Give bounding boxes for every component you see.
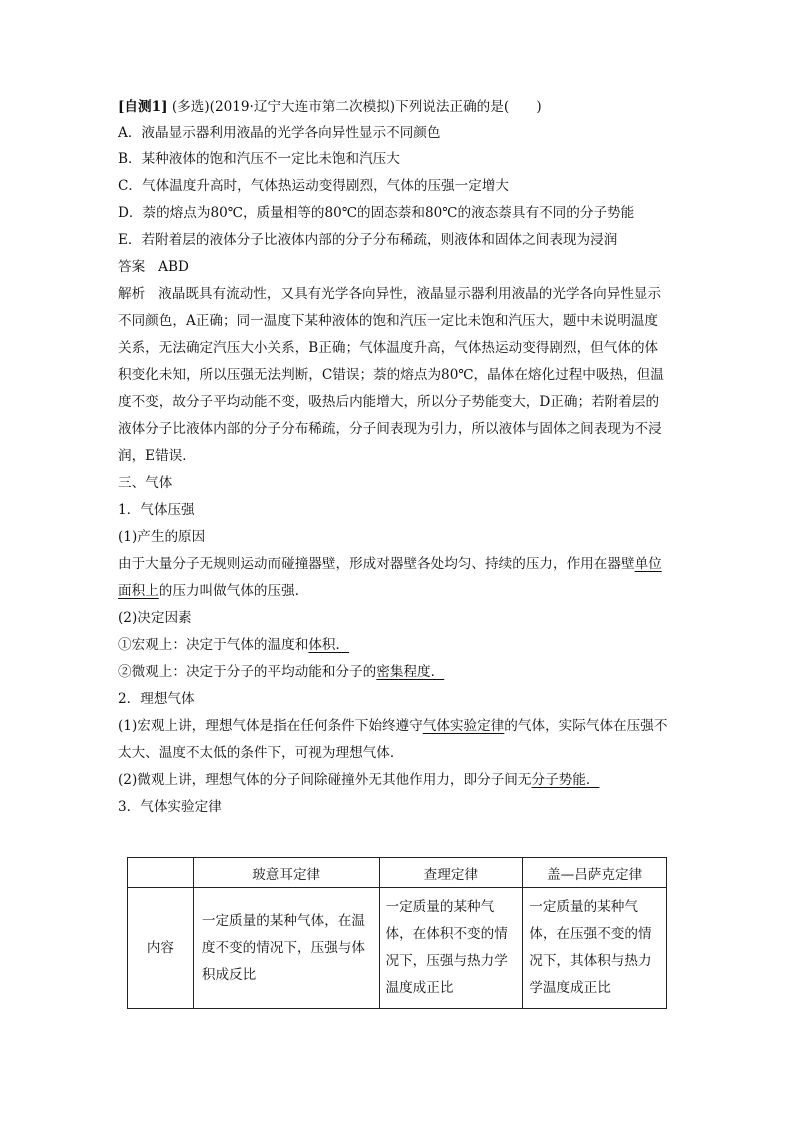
sub1-p1-title: (1)产生的原因 — [118, 529, 206, 545]
underlined-blank: 分子势能． — [531, 772, 600, 788]
option-c: C．气体温度升高时，气体热运动变得剧烈，气体的压强一定增大 — [118, 178, 510, 194]
underlined-blank: 单位 — [634, 556, 662, 572]
option-a: A．液晶显示器利用液晶的光学各向异性显示不同颜色 — [118, 125, 441, 141]
underlined-blank: 体积． — [308, 637, 350, 653]
table-cell-gay-lussac: 一定质量的某种气体，在压强不变的情况下，其体积与热力学温度成正比 — [523, 888, 667, 1009]
answer-line — [118, 257, 189, 277]
analysis-line: 润，E错误． — [118, 448, 196, 464]
sub2-title: 2．理想气体 — [118, 691, 195, 707]
option-b: B．某种液体的饱和汽压不一定比未饱和汽压大 — [118, 151, 400, 167]
sub2-line3 — [118, 770, 599, 790]
text: (1)宏观上讲，理想气体是指在任何条件下始终遵守 — [118, 718, 423, 734]
question-stem-line — [118, 97, 542, 117]
sub3-title: 3．气体实验定律 — [118, 799, 222, 815]
sub1-macro — [118, 635, 349, 655]
table-header-gay-lussac: 盖—吕萨克定律 — [523, 858, 667, 888]
row-label-content: 内容 — [128, 888, 194, 1009]
text: 的气体，实际气体在压强不 — [504, 718, 668, 734]
sub1-p1-line1 — [118, 554, 662, 574]
sub1-title: 1．气体压强 — [118, 502, 195, 518]
underlined-blank: 密集程度． — [376, 664, 445, 680]
analysis-line: 积变化未知，所以压强无法判断，C错误；萘的熔点为80℃，晶体在熔化过程中吸热，但温 — [118, 367, 664, 383]
option-e: E．若附着层的液体分子比液体内部的分子分布稀疏，则液体和固体之间表现为浸润 — [118, 232, 618, 248]
table-header-boyle: 玻意耳定律 — [193, 858, 379, 888]
table-header-row — [128, 858, 667, 888]
table-header-charles: 查理定律 — [379, 858, 523, 888]
analysis-line — [118, 284, 661, 304]
question-tag: [自测1] — [118, 99, 168, 115]
table-header-empty — [128, 858, 194, 888]
table-cell-charles: 一定质量的某种气体，在体积不变的情况下，压强与热力学温度成正比 — [379, 888, 523, 1009]
analysis-text: 液晶既具有流动性，又具有光学各向异性，液晶显示器利用液晶的光学各向异性显示 — [158, 286, 662, 302]
sub2-line2: 太大、温度不太低的条件下，可视为理想气体． — [118, 745, 404, 761]
gas-laws-table — [127, 857, 667, 1009]
sub2-line1 — [118, 716, 667, 736]
analysis-line: 度不变，故分子平均动能不变，吸热后内能增大，所以分子势能变大，D正确；若附着层的 — [118, 394, 660, 410]
analysis-line: 不同颜色，A正确；同一温度下某种液体的饱和汽压一定比未饱和汽压大，题中未说明温度 — [118, 313, 658, 329]
table-row — [128, 888, 667, 1009]
question-stem: (多选)(2019·辽宁大连市第二次模拟)下列说法正确的是( ) — [171, 99, 542, 115]
underlined-blank: 面积上 — [118, 583, 159, 599]
sub1-p2-title: (2)决定因素 — [118, 610, 192, 626]
table-cell-boyle: 一定质量的某种气体，在温度不变的情况下，压强与体积成反比 — [193, 888, 379, 1009]
section-heading: 三、气体 — [118, 475, 173, 491]
option-d: D．萘的熔点为80℃，质量相等的80℃的固态萘和80℃的液态萘具有不同的分子势能 — [118, 205, 635, 221]
text: ①宏观上：决定于气体的温度和 — [118, 637, 309, 653]
sub1-micro — [118, 662, 444, 682]
answer-label: 答案 — [118, 259, 146, 275]
text: ②微观上：决定于分子的平均动能和分子的 — [118, 664, 377, 680]
text: (2)微观上讲，理想气体的分子间除碰撞外无其他作用力，即分子间无 — [118, 772, 532, 788]
sub1-p1-line2 — [118, 581, 308, 601]
analysis-line: 液体分子比液体内部的分子分布稀疏，分子间表现为引力，所以液体与固体之间表现为不浸 — [118, 421, 662, 437]
analysis-line: 关系，无法确定汽压大小关系，B正确；气体温度升高，气体热运动变得剧烈，但气体的体 — [118, 340, 659, 356]
answer-value: ABD — [158, 259, 189, 275]
text: 的压力叫做气体的压强． — [158, 583, 309, 599]
analysis-label: 解析 — [118, 286, 146, 302]
text: 由于大量分子无规则运动而碰撞器壁，形成对器壁各处均匀、持续的压力，作用在器壁 — [118, 556, 635, 572]
underlined-blank: 气体实验定律 — [422, 718, 505, 734]
